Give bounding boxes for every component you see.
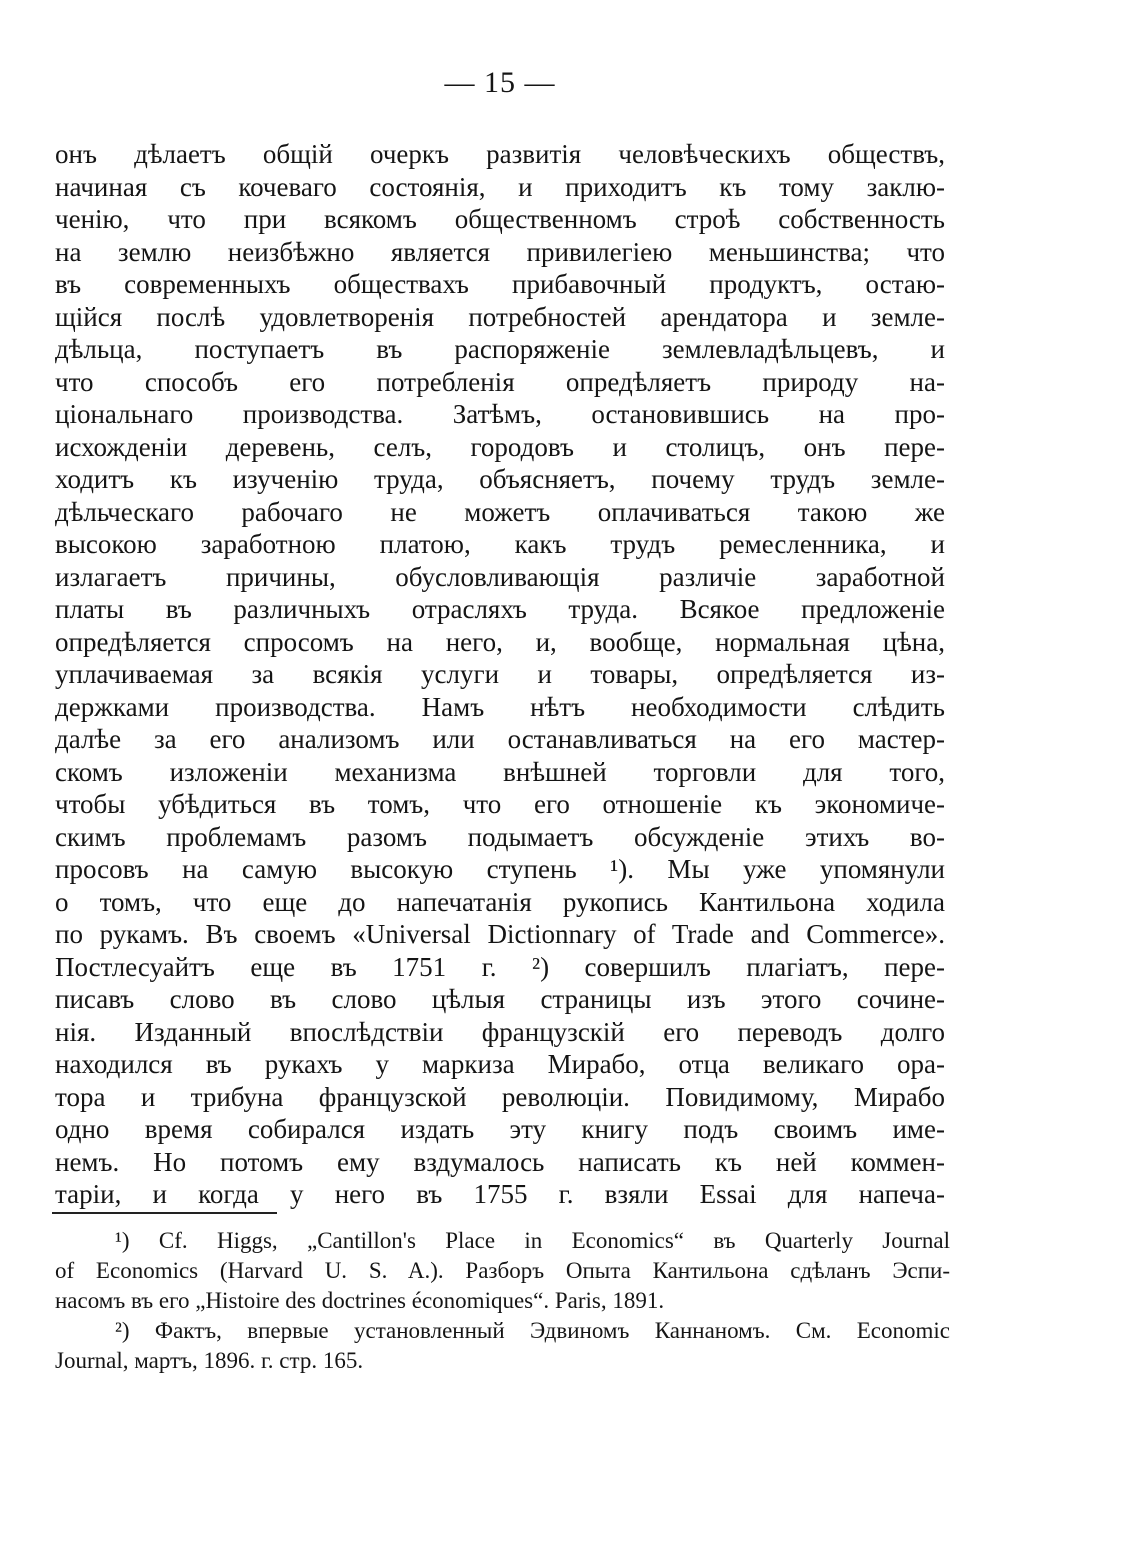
page-number: — 15 — — [444, 66, 556, 99]
text-line: ціональнаго производства. Затѣмъ, остановившись на про- — [55, 399, 945, 429]
text-line: держками производства. Намъ нѣтъ необходимости слѣдить — [55, 691, 945, 722]
text-line: въ современныхъ обществахъ прибавочный продуктъ, остаю- — [55, 269, 945, 299]
text-line: исхожденіи деревень, селъ, городовъ и столицъ, онъ пере- — [55, 431, 945, 462]
text-line: онъ дѣлаетъ общій очеркъ развитія человѣческихъ обществъ, — [55, 139, 945, 169]
footnote-line: Journal, мартъ, 1896. г. стр. 165. — [55, 1348, 364, 1373]
text-line: далѣе за его анализомъ или останавливаться на его мастер- — [55, 724, 945, 754]
text-line: находился въ рукахъ у маркиза Мирабо, отца великаго ора- — [55, 1049, 945, 1079]
text-line: излагаетъ причины, обусловливающія различіе заработной — [55, 561, 945, 592]
text-line: щійся послѣ удовлетворенія потребностей арендатора и земле- — [55, 301, 945, 332]
text-line: нія. Изданный впослѣдствіи французскій его переводъ долго — [55, 1016, 945, 1047]
footnote-line: насомъ въ его „Histoire des doctrines économiques“. Paris, 1891. — [55, 1288, 665, 1313]
text-line: просовъ на самую высокую ступень ¹). Мы уже упомянули — [55, 854, 945, 884]
text-line: чтобы убѣдиться въ томъ, что его отношеніе къ экономиче- — [55, 789, 945, 819]
text-line: немъ. Но потомъ ему вздумалось написать къ ней коммен- — [55, 1146, 945, 1177]
text-line: уплачиваемая за всякія услуги и товары, опредѣляется из- — [55, 659, 945, 689]
text-line: высокою заработною платою, какъ трудъ ремесленника, и — [55, 529, 945, 559]
text-line: скомъ изложеніи механизма внѣшней торговли для того, — [55, 756, 945, 787]
footnotes — [55, 1226, 950, 1376]
text-line: писавъ слово въ слово цѣлыя страницы изъ этого сочине- — [55, 984, 945, 1014]
footnote-line: ²) Фактъ, впервые установленный Эдвиномъ Каннаномъ. См. Economic — [115, 1318, 950, 1343]
main-text — [55, 138, 945, 1211]
text-line: что способъ его потребленія опредѣляетъ природу на- — [55, 366, 945, 397]
text-line: таріи, и когда у него въ 1755 г. взяли Essai для напеча- — [55, 1179, 945, 1209]
text-line: ходитъ къ изученію труда, объясняетъ, почему трудъ земле- — [55, 464, 945, 494]
text-line: платы въ различныхъ отрасляхъ труда. Всякое предложеніе — [55, 594, 945, 624]
text-line: начиная съ кочеваго состоянія, и приходитъ къ тому заклю- — [55, 171, 945, 202]
text-line: Постлесуайтъ еще въ 1751 г. ²) совершилъ плагіатъ, пере- — [55, 951, 945, 982]
text-line: одно время собирался издать эту книгу подъ своимъ име- — [55, 1114, 945, 1144]
text-line: опредѣляется спросомъ на него, и, вообще, нормальная цѣна, — [55, 626, 945, 657]
text-line: ченію, что при всякомъ общественномъ строѣ собственность — [55, 204, 945, 234]
text-line: дѣльческаго рабочаго не можетъ оплачиваться такою же — [55, 496, 945, 527]
text-line: дѣльца, поступаетъ въ распоряженіе землевладѣльцевъ, и — [55, 334, 945, 364]
text-line: на землю неизбѣжно является привилегіею меньшинства; что — [55, 236, 945, 267]
footnote-line: ¹) Cf. Higgs, „Cantillon's Place in Economics“ въ Quarterly Journal — [115, 1228, 950, 1253]
footnote-divider — [52, 1212, 277, 1214]
text-line: по рукамъ. Въ своемъ «Universal Dictionnary of Trade and Commerce». — [55, 919, 945, 949]
text-line: о томъ, что еще до напечатанія рукопись Кантильона ходила — [55, 886, 945, 917]
footnote-line: of Economics (Harvard U. S. A.). Разборъ Опыта Кантильона сдѣланъ Эспи- — [55, 1258, 950, 1283]
text-line: тора и трибуна французской революціи. Повидимому, Мирабо — [55, 1081, 945, 1112]
text-line: скимъ проблемамъ разомъ подымаетъ обсужденіе этихъ во- — [55, 821, 945, 852]
